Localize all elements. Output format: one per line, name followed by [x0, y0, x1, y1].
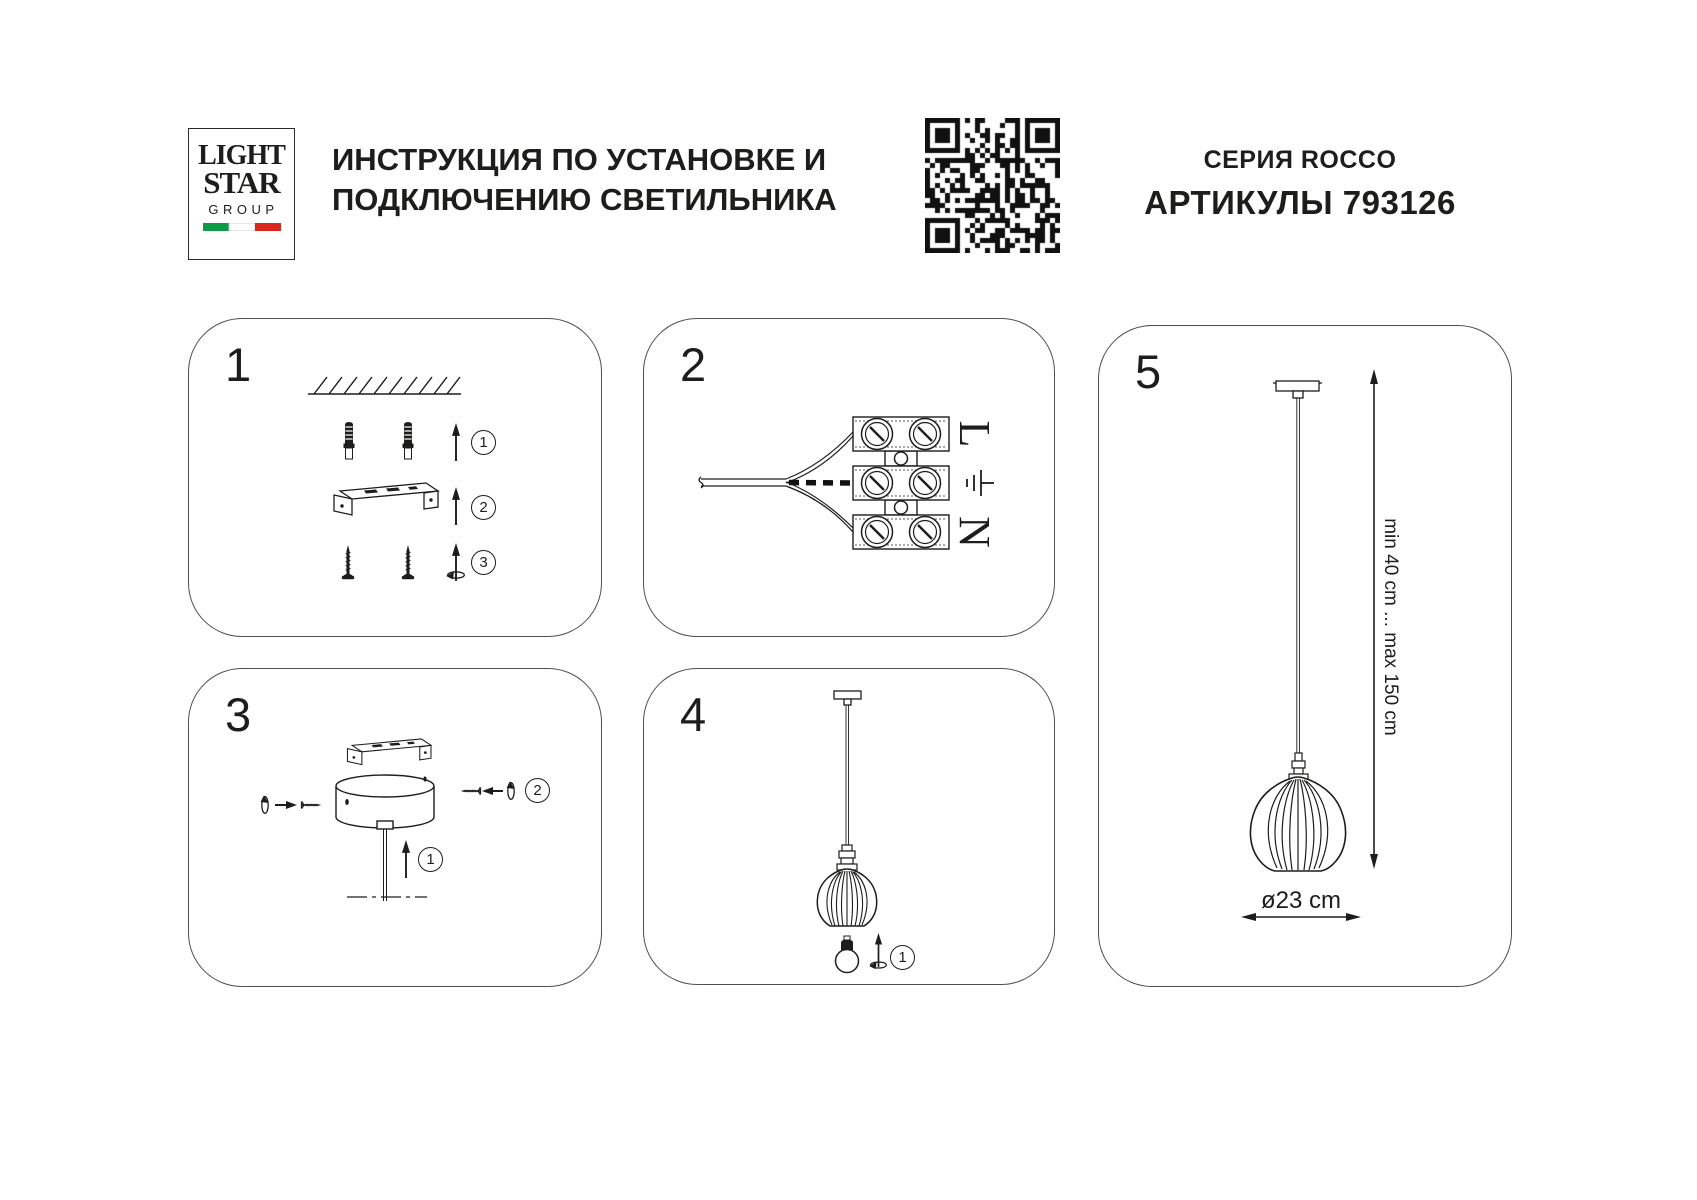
terminal-block-icon — [853, 417, 949, 549]
ceiling-canopy-icon — [336, 775, 434, 829]
rotate-arrow-icon — [507, 781, 515, 799]
right-arrow-icon — [275, 801, 297, 809]
lightstar-logo — [188, 128, 295, 260]
ground-wire-icon — [789, 483, 853, 484]
step-4-diagram — [644, 669, 1050, 980]
live-wire-icon — [786, 432, 853, 483]
step-5-dimensions-diagram — [1099, 326, 1507, 982]
canopy-screw-hole-icon — [345, 799, 349, 805]
screw-icon — [301, 801, 322, 808]
step-3-diagram — [189, 669, 597, 982]
screw-icon — [342, 545, 354, 579]
page-title — [332, 140, 892, 220]
ceiling-hatching-icon — [308, 377, 461, 394]
ribbed-glass-shade-icon — [817, 869, 876, 926]
logo-word-group: GROUP — [208, 202, 279, 218]
step-5-panel — [1098, 325, 1512, 987]
callout-2: 2 — [471, 495, 496, 520]
mounting-bracket-icon — [334, 483, 438, 515]
up-arrow-icon — [402, 840, 410, 878]
suspension-cord-icon — [846, 705, 849, 845]
up-arrow-icon — [452, 423, 460, 461]
step-3-number: 3 — [225, 688, 252, 741]
callout-cord: 1 — [418, 847, 443, 872]
screw-icon — [402, 545, 414, 579]
callout-bulb: 1 — [890, 945, 915, 970]
article-number: АРТИКУЛЫ 793126 — [1144, 184, 1456, 221]
callout-3: 3 — [471, 550, 496, 575]
step-4-number: 4 — [680, 688, 707, 741]
title-line-2: ПОДКЛЮЧЕНИЮ СВЕТИЛЬНИКА — [332, 182, 837, 217]
step-5-number: 5 — [1135, 345, 1162, 398]
rotate-arrow-icon — [261, 795, 269, 813]
height-range-label: min 40 cm ... max 150 cm — [1380, 518, 1401, 736]
step-1-number: 1 — [225, 338, 252, 391]
wall-plug-icon — [344, 422, 355, 459]
lamp-socket-icon — [1289, 753, 1308, 779]
step-1-diagram — [189, 319, 597, 632]
left-arrow-icon — [482, 787, 503, 795]
screw-icon — [461, 787, 482, 794]
diameter-label: ø23 cm — [1260, 887, 1341, 914]
step-2-wiring-diagram — [644, 319, 1050, 632]
wall-plug-icon — [403, 422, 414, 459]
ceiling-plate-icon — [1273, 381, 1322, 398]
neutral-label: N — [950, 516, 1000, 548]
live-label: L — [950, 420, 1000, 448]
callout-screws: 2 — [525, 778, 550, 803]
mounting-bracket-icon — [347, 739, 431, 765]
step-4-panel — [643, 668, 1055, 985]
product-info — [1130, 146, 1470, 222]
light-bulb-icon — [836, 936, 859, 973]
step-3-panel — [188, 668, 602, 987]
step-2-number: 2 — [680, 338, 707, 391]
suspension-cord-icon — [384, 829, 387, 901]
step-1-panel — [188, 318, 602, 637]
logo-word-star: STAR — [203, 164, 280, 200]
callout-1: 1 — [471, 430, 496, 455]
italian-flag-icon — [203, 223, 281, 231]
qr-code — [925, 118, 1060, 253]
neutral-wire-icon — [786, 482, 853, 532]
series-name: СЕРИЯ ROCCO — [1203, 146, 1397, 174]
ribbed-glass-shade-icon — [1250, 777, 1345, 871]
step-2-panel — [643, 318, 1055, 637]
earth-ground-icon — [967, 470, 994, 496]
lamp-socket-icon — [837, 845, 857, 870]
up-arrow-icon — [452, 487, 460, 525]
logo-word-light: LIGHT — [198, 140, 285, 171]
suspension-cord-icon — [1297, 398, 1300, 753]
height-dimension-arrow — [1370, 369, 1378, 869]
supply-cable-icon — [699, 477, 786, 488]
title-line-1: ИНСТРУКЦИЯ ПО УСТАНОВКЕ И — [332, 142, 827, 177]
ceiling-plate-icon — [834, 691, 861, 705]
canopy-screw-hole-icon — [423, 776, 426, 781]
